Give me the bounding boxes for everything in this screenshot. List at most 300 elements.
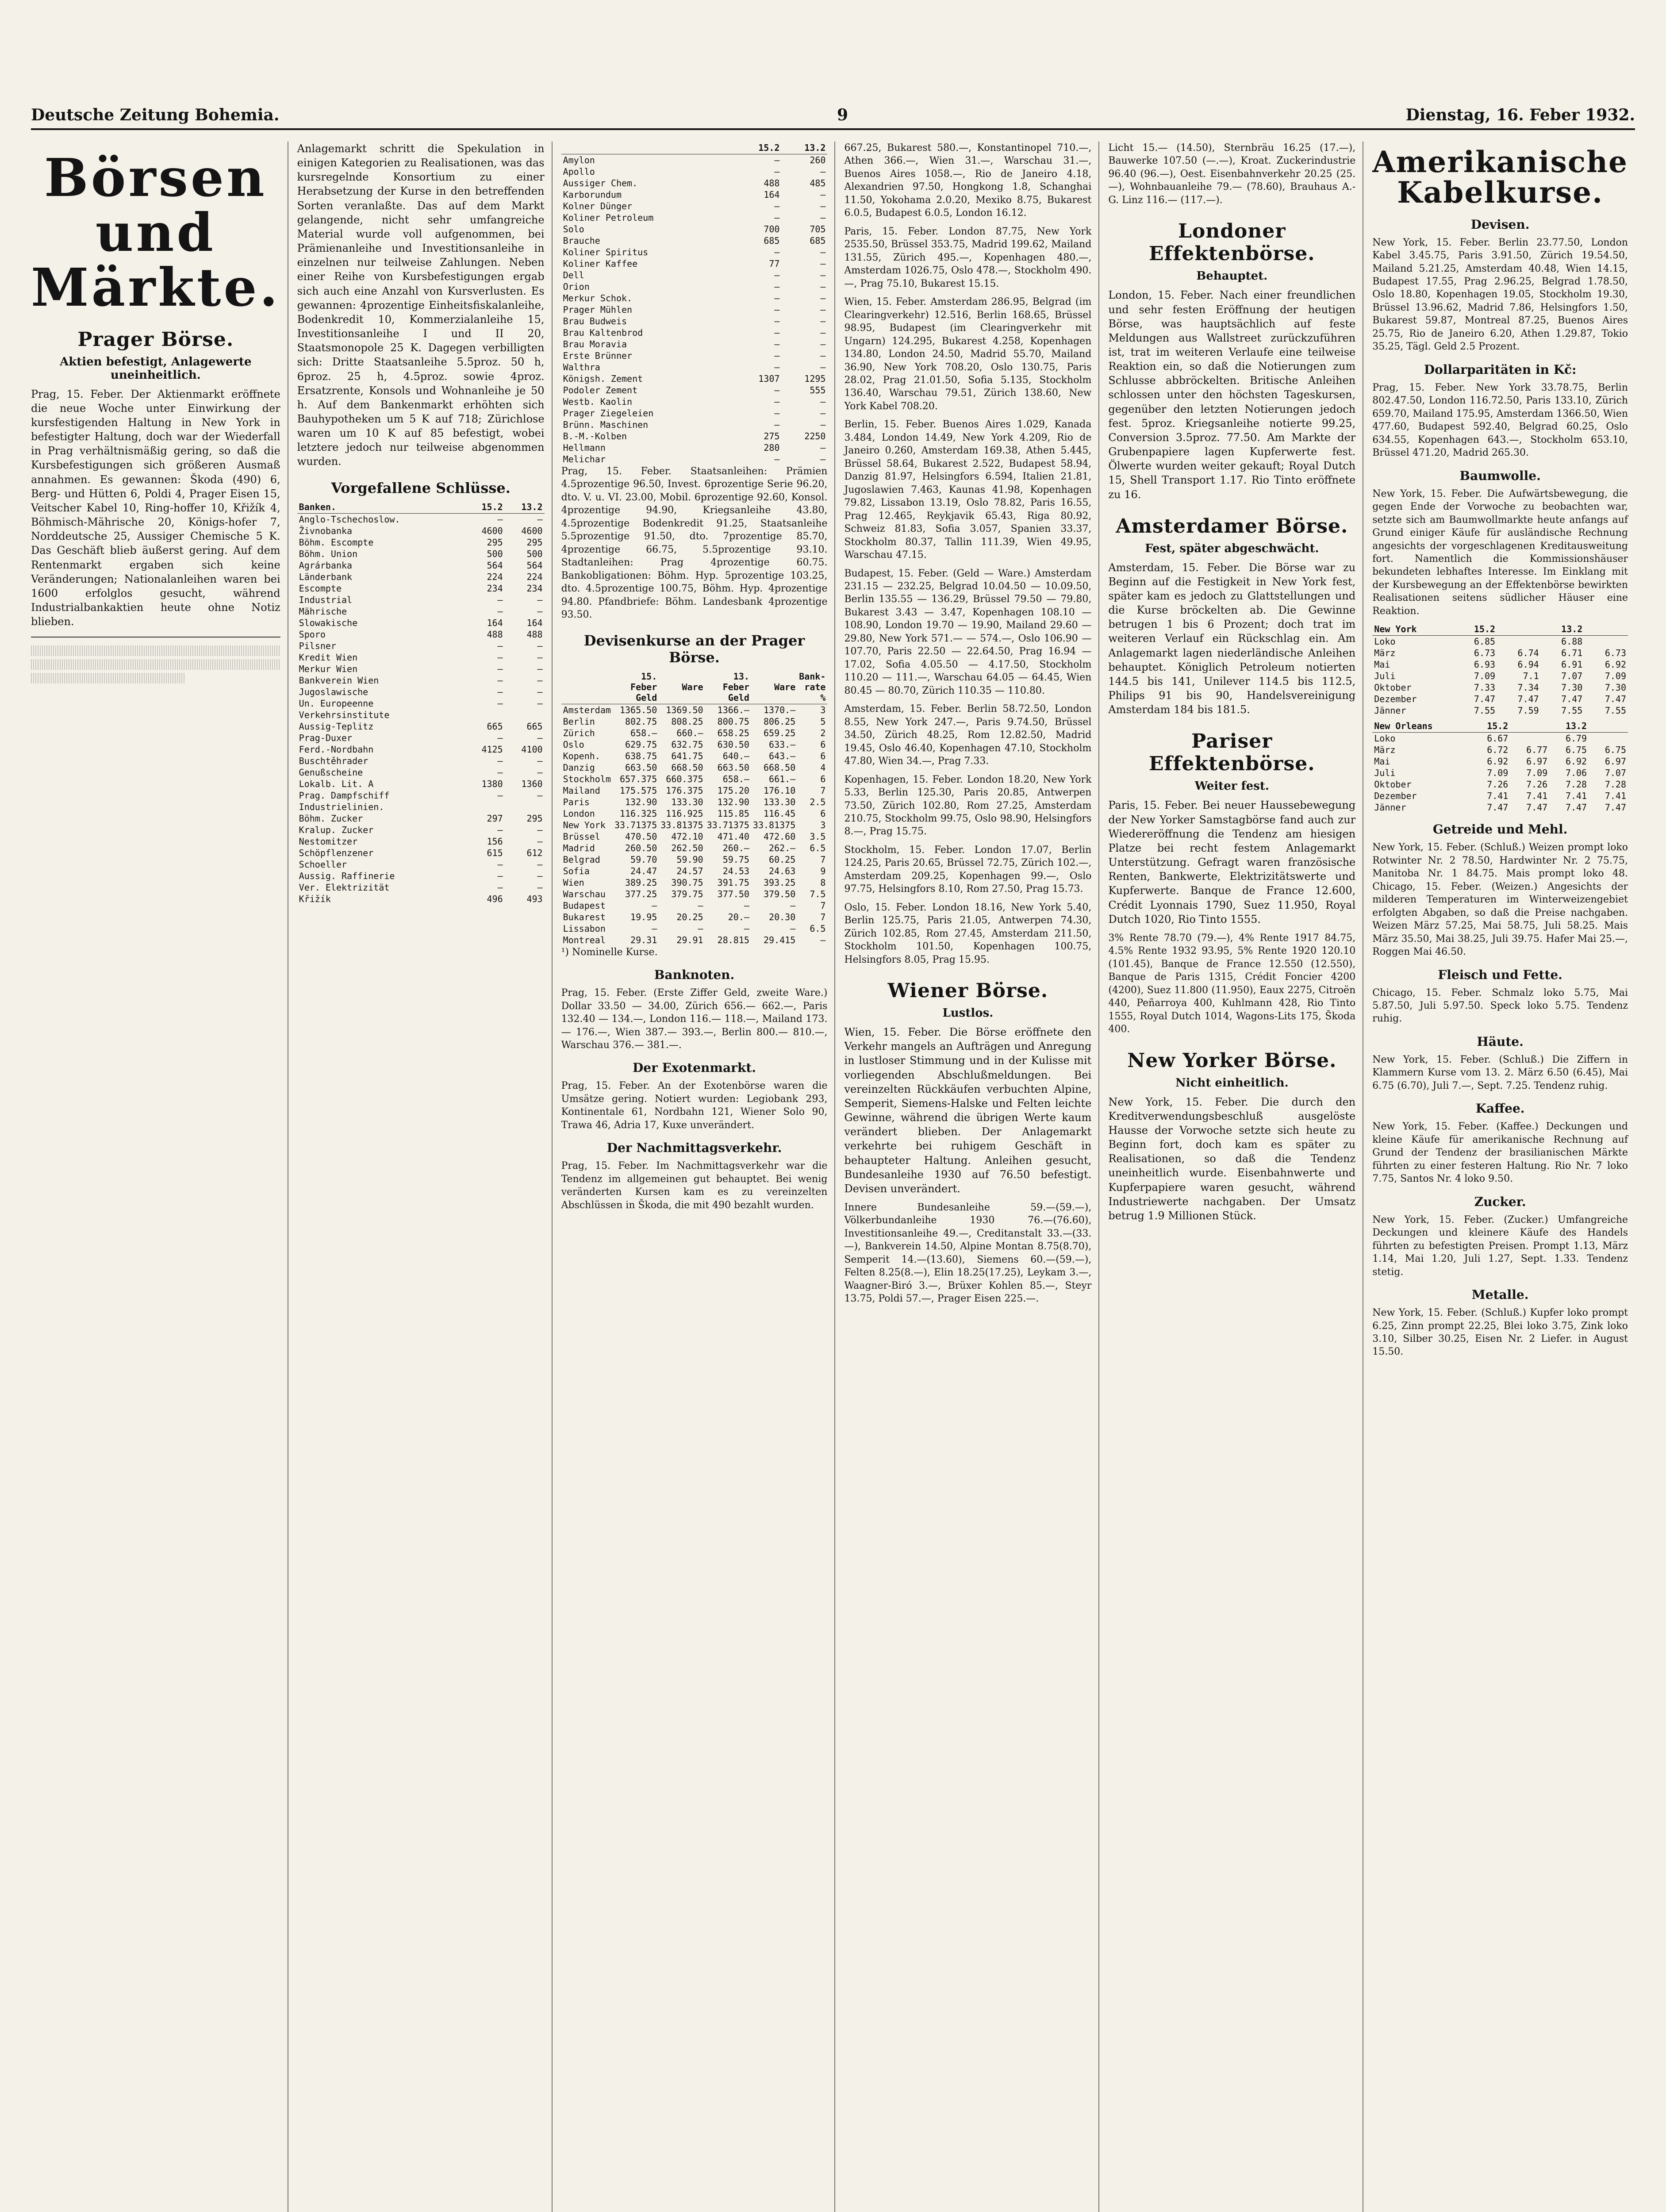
fx-cell: 660.375 (666, 773, 703, 784)
closings-left-cell: Pilsner (299, 640, 336, 651)
section-masthead: Börsen und Märkte. (31, 147, 280, 318)
closings-left-cell: 4600 (481, 525, 503, 536)
fx-cell: 260.— (722, 842, 749, 853)
closings-middle-cell: — (774, 327, 780, 338)
fx-row (561, 727, 828, 739)
closings-middle-cell: B.-M.-Kolben (563, 431, 627, 442)
closings-left-row (297, 824, 545, 836)
cotton-no-cell: Loko (1374, 733, 1396, 744)
amsterdam-subtitle: Fest, später abgeschwächt. (1145, 541, 1319, 555)
fx-cell: 658.— (722, 773, 749, 784)
fx-cell: Paris (563, 796, 590, 807)
closings-middle-cell: — (774, 304, 780, 315)
closings-middle-cell: — (774, 362, 780, 373)
fx-cell: 389.25 (625, 877, 657, 888)
fx-cell: Zürich (563, 727, 595, 738)
cotton-ny-header-cell: 13.2 (1541, 623, 1585, 636)
closings-middle-cell: Brau Budweis (563, 316, 627, 326)
cotton-ny-cell: 7.30 (1605, 682, 1627, 693)
closings-middle-cell: Apollo (563, 166, 595, 177)
closings-middle-cell: Brau Kaltenbrod (563, 327, 643, 338)
fx-cell: Belgrad (563, 854, 600, 865)
column-1 (31, 142, 288, 2212)
closings-left-row (297, 721, 545, 732)
closings-middle-cell: — (820, 316, 826, 326)
fx-cell: 643.— (769, 750, 796, 761)
closings-middle-row (561, 327, 828, 338)
fx-cell: 24.47 (630, 865, 657, 876)
closings-left-row (297, 778, 545, 790)
closings-left-cell: Prag-Duxer (299, 732, 353, 743)
fx-cell: Wien (563, 877, 584, 888)
cotton-no-header-cell (1510, 720, 1549, 733)
closings-left-row (297, 629, 545, 640)
fx-report-paris: Paris, 15. Feber. London 87.75, New York 2535.50, Brüssel 353.75, Madrid 199.62, Mailand 131.55, Zürich 495.—, Kopenhagen 480.—, Amsterdam 1026.75, Oslo 478.—, Stockholm 490.—, Prag 75.10, Bukarest 15.15. (844, 226, 1092, 289)
closings-left-cell: Merkur Wien (299, 663, 358, 674)
closings-middle-cell: — (820, 212, 826, 223)
fx-cell: 175.20 (717, 785, 749, 796)
cotton-no-cell: 7.09 (1526, 768, 1548, 779)
closings-middle-cell: 555 (810, 385, 826, 396)
closings-middle-cell: — (820, 270, 826, 280)
closings-middle-cell: Podoler Zement (563, 385, 638, 396)
closings-left-cell: Verkehrsinstitute (299, 709, 390, 720)
closings-middle-cell: — (820, 258, 826, 269)
cotton-no-cell: 7.07 (1605, 768, 1627, 779)
print-line (31, 659, 280, 670)
fx-cell: 8 (820, 877, 826, 888)
fx-cell: Mailand (563, 785, 600, 796)
fx-cell: 638.75 (625, 750, 657, 761)
closings-left-cell: — (497, 790, 503, 801)
closings-left-cell: — (537, 514, 543, 525)
closings-middle-row (561, 189, 828, 200)
fx-cell: 133.30 (671, 796, 703, 807)
cotton-ny-cell: 6.92 (1605, 659, 1627, 670)
cotton-ny-cell: 7.47 (1561, 694, 1583, 705)
closings-left-cell: — (537, 606, 543, 617)
closings-left-cell: 665 (487, 721, 503, 732)
fx-cell: London (563, 808, 595, 819)
closings-left-cell: — (497, 686, 503, 697)
closings-left-cell: — (537, 640, 543, 651)
closings-left-row (297, 859, 545, 870)
cotton-no-header-cell: 15.2 (1470, 720, 1510, 733)
cotton-ny-cell: Oktober (1374, 682, 1412, 693)
closings-left-cell: Sporo (299, 629, 326, 640)
column-4 (844, 142, 1099, 2212)
closings-left-header-cell: Banken. (297, 501, 465, 514)
fx-cell: 668.50 (764, 762, 796, 773)
closings-left-cell: 295 (526, 813, 543, 824)
columns (31, 142, 1635, 2212)
cotton-ny-row (1372, 647, 1628, 659)
fx-report-wien: Wien, 15. Feber. Amsterdam 286.95, Belgrad (im Clearingverkehr) 12.516, Berlin 168.65, Brüssel 98.95, Budapest (im Clearingverkehr mit Ungarn) 124.295, Bukarest 4.258, Kopenhagen 134.80, London 24.50, Madrid 55.70, Mailand 36.90, New York 708.20, Oslo 130.75, Paris 28.02, Prag 21.01.50, Sofia 5.135, Stockholm 136.40, Warschau 79.51, Zürich 138.60, New York Kabel 708.20. (844, 296, 1092, 412)
metals-title: Metalle. (1471, 1287, 1529, 1302)
cotton-ny-row (1372, 682, 1628, 693)
closings-middle-cell: — (774, 155, 780, 165)
fx-cell: 6.5 (810, 842, 826, 853)
fx-cell: Brüssel (563, 831, 600, 842)
hides-report: New York, 15. Feber. (Schluß.) Die Ziffern in Klammern Kurse vom 13. 2. März 6.50 (6.45), Mai 6.75 (6.70), Juli 7.—, Sept. 7.25. Tendenz ruhig. (1372, 1054, 1628, 1091)
fx-row (561, 900, 828, 911)
column-3 (561, 142, 836, 2212)
closings-left-cell: 500 (487, 548, 503, 559)
closings-left-cell: — (497, 824, 503, 835)
closings-middle-cell: — (774, 293, 780, 303)
closings-middle-cell: 77 (769, 258, 780, 269)
closings-left-row (297, 525, 545, 537)
fx-cell: New York (563, 819, 606, 830)
closings-middle-cell: — (820, 350, 826, 361)
closings-table-left (297, 501, 545, 905)
closings-middle-cell: Kolner Dünger (563, 201, 633, 211)
fx-row (561, 773, 828, 785)
closings-middle-cell: 700 (764, 224, 780, 234)
closings-left-cell: Böhm. Zucker (299, 813, 363, 824)
cotton-no-cell: Oktober (1374, 779, 1412, 790)
fx-report-berlin: Berlin, 15. Feber. Buenos Aires 1.029, Kanada 3.484, London 14.49, New York 4.209, Rio de Janeiro 0.260, Amsterdam 169.38, Athen 5.445, Brüssel 58.64, Bukarest 2.522, Budapest 58.94, Danzig 81.97, Helsingfors 6.594, Italien 21.81, Jugoslawien 7.463, Kaunas 41.98, Kopenhagen 79.82, Lissabon 13.19, Oslo 78.82, Paris 16.55, Prag 12.465, Reykjavik 65.43, Riga 80.92, Schweiz 81.83, Sofia 3.057, Spanien 33.37, Stockholm 80.37, Tallin 111.39, Wien 49.95, Warschau 47.15. (844, 419, 1092, 561)
closings-left-cell: Un. Europeenne (299, 698, 374, 709)
fx-cell: 641.75 (671, 750, 703, 761)
fx-title: Devisenkurse an der Prager Börse. (583, 632, 805, 666)
fx-cell: Berlin (563, 716, 595, 727)
closings-middle-row (561, 304, 828, 315)
cotton-no-cell: 7.26 (1487, 779, 1509, 790)
closings-left-cell: Escompte (299, 583, 342, 594)
closings-left-row (297, 709, 545, 721)
closings-left-row (297, 836, 545, 847)
closings-middle-cell: Koliner Petroleum (563, 212, 654, 223)
cotton-no-cell: Jänner (1374, 802, 1406, 813)
cotton-ny-cell: 7.59 (1517, 705, 1539, 716)
fx-cell: 7 (820, 900, 826, 911)
closings-middle-cell: — (774, 339, 780, 349)
closings-left-cell: — (497, 640, 503, 651)
closings-middle-cell: — (820, 408, 826, 419)
cotton-no-cell: 6.67 (1487, 733, 1509, 744)
fx-cell: 262.50 (671, 842, 703, 853)
fx-cell: 3 (820, 704, 826, 715)
fx-cell: 1369.50 (666, 704, 703, 715)
fx-cell: 471.40 (717, 831, 749, 842)
closings-title: Vorgefallene Schlüsse. (331, 479, 511, 496)
fx-cell: 4 (820, 762, 826, 773)
fx-cell: 800.75 (717, 716, 749, 727)
cotton-ny-cell: 6.85 (1474, 636, 1496, 647)
fx-cell: 116.45 (764, 808, 796, 819)
closings-left-row (297, 686, 545, 698)
fx-report-budapest: Budapest, 15. Feber. (Geld — Ware.) Amsterdam 231.15 — 232.25, Belgrad 10.04.50 — 10.09.50, Berlin 135.55 — 136.29, Brüssel 79.50 — 79.80, Bukarest 3.43 — 3.47, Kopenhagen 108.10 — 108.90, London 19.70 — 19.90, Mailand 29.60 — 29.80, New York 571.— — 574.—, Oslo 106.90 — 107.70, Paris 22.50 — 22.64.50, Prag 16.94 — 17.02, Sofia 4.05.50 — 4.17.50, Stockholm 110.20 — 111.—, Warschau 64.05 — 64.45, Wien 80.45 — 80.70, Zürich 110.35 — 110.80. (844, 568, 1092, 696)
closings-middle-row (561, 292, 828, 304)
closings-left-cell: Křižík (299, 893, 331, 904)
closings-middle-row (561, 338, 828, 350)
closings-middle-row (561, 419, 828, 430)
fx-cell: 29.91 (676, 934, 703, 945)
fx-cell: — (790, 900, 796, 911)
closings-middle-cell: — (774, 247, 780, 257)
cotton-no-header-cell: 13.2 (1549, 720, 1589, 733)
fx-cell: 379.75 (671, 888, 703, 899)
cotton-no-cell (1589, 733, 1628, 745)
closings-left-cell: Anglo-Tschechoslow. (299, 514, 400, 525)
state-loans-report: Prag, 15. Feber. Staatsanleihen: Prämien 4.5prozentige 96.50, Invest. 6prozentige Serie 96.20, dto. V. u. VI. 23.00, Mobil. 6prozentige 92.60, Konsol. 4prozentige 94.90, Kriegsanleihe 43.80, 4.5prozentige Bodenkredit 91.25, Staatsanleihe 5.5prozentige 91.50, dto. 7prozentige 85.70, 4prozentige 66.75, 5.5prozentige 93.10. Stadtanleihen: Prag 4prozentige 60.75. Bankobligationen: Böhm. Hyp. 5prozentige 103.25, dto. 4.5prozentige 100.75, Böhm. Hyp. 4prozentige 94.80. Pfandbriefe: Böhm. Landesbank 4prozentige 93.50. (561, 466, 828, 621)
fx-cell: 24.57 (676, 865, 703, 876)
closings-middle-cell: Solo (563, 224, 584, 234)
fx-cell: 175.575 (619, 785, 657, 796)
closings-left-cell: — (537, 698, 543, 709)
fx-cell: 379.50 (764, 888, 796, 899)
amsterdam-title: Amsterdamer Börse. (1116, 515, 1348, 538)
fx-row (561, 808, 828, 819)
closings-left-row (297, 813, 545, 824)
closings-middle-header-cell: 13.2 (781, 142, 827, 154)
american-cables-masthead: Amerikanische Kabelkurse. (1372, 145, 1628, 210)
fx-cell: 59.75 (722, 854, 749, 865)
exotic-report: Prag, 15. Feber. An der Exotenbörse waren die Umsätze gering. Notiert wurden: Legiobank 293, Kontinentale 61, Nordbahn 121, Wiener Solo 90, Trawa 46, Adria 17, Kuxe unverändert. (561, 1080, 828, 1131)
fx-cell: 176.375 (666, 785, 703, 796)
closings-left-cell: Jugoslawische (299, 686, 369, 697)
fx-cell: — (698, 923, 703, 934)
fx-cell: Madrid (563, 842, 595, 853)
closings-left-cell (465, 709, 505, 721)
wien-report: Wien, 15. Feber. Die Börse eröffnete den Verkehr mangels an Aufträgen und Anregung in lustloser Stimmung und in der Kulisse mit vorliegenden Abschlußmeldungen. Bei vereinzelten Rückkäufen verbuchten Alpine, Semperit, Siemens-Halske und Felten leichte Gewinne, während die übrigen Werte kaum verändert blieben. Der Anlagemarkt verkehrte bei ruhigem Geschäft in behaupteter Haltung. Anleihen gesucht, Bundesanleihe 1930 auf 76.50 befestigt. Devisen unverändert. (844, 1026, 1092, 1195)
prague-title: Prager Börse. (77, 328, 234, 351)
closings-left-cell: Agrárbanka (299, 560, 353, 571)
closings-left-cell: — (497, 652, 503, 663)
closings-left-row (297, 675, 545, 686)
fx-cell: — (744, 900, 749, 911)
fx-cell: 2.5 (810, 796, 826, 807)
closings-left-cell: Slowakische (299, 617, 358, 628)
cotton-no-row (1372, 779, 1628, 790)
cotton-ny-header-cell (1584, 623, 1628, 636)
closings-left-cell: 4600 (521, 525, 543, 536)
closings-middle-row (561, 177, 828, 189)
closings-middle-row (561, 246, 828, 258)
closings-middle-row (561, 200, 828, 212)
closings-left-cell: — (497, 732, 503, 743)
closings-middle-cell: Walthra (563, 362, 600, 373)
cotton-no-cell: 7.41 (1487, 791, 1509, 802)
closings-left-row (297, 801, 545, 813)
closings-middle-cell: — (820, 189, 826, 200)
fx-cell: Sofia (563, 865, 590, 876)
cotton-ny-cell: Jänner (1374, 705, 1406, 716)
fx-cell: 33.81375 (660, 819, 703, 830)
cotton-no-cell: 7.41 (1605, 791, 1627, 802)
cotton-ny-header-cell: 15.2 (1453, 623, 1497, 636)
closings-left-row (297, 571, 545, 583)
closings-middle-cell: Prager Ziegeleien (563, 408, 654, 419)
closings-left-cell: Nestomitzer (299, 836, 358, 847)
fx-cell: 176.10 (764, 785, 796, 796)
closings-left-cell: — (497, 606, 503, 617)
column-2 (297, 142, 553, 2212)
cotton-no-cell: 6.79 (1565, 733, 1587, 744)
closings-middle-cell: 1307 (758, 373, 780, 384)
hides-title: Häute. (1477, 1034, 1524, 1049)
closings-left-cell (505, 801, 545, 813)
closings-left-row (297, 583, 545, 594)
closings-middle-cell: Hellmann (563, 442, 606, 453)
closings-left-cell: Prag. Dampfschiff (299, 790, 390, 801)
fx-row (561, 819, 828, 831)
closings-middle-row (561, 453, 828, 465)
cotton-table-neworleans (1372, 720, 1628, 813)
london-subtitle: Behauptet. (1196, 269, 1268, 283)
print-line (31, 645, 280, 656)
cotton-no-header-cell (1589, 720, 1628, 733)
fx-cell: Warschau (563, 888, 606, 899)
closings-left-cell: Lokalb. Lit. A (299, 778, 374, 789)
closings-left-row (297, 594, 545, 606)
closings-left-cell: 488 (526, 629, 543, 640)
devisen-title: Devisen. (1470, 217, 1530, 232)
cotton-ny-cell: 7.47 (1517, 694, 1539, 705)
fx-cell: 9 (820, 865, 826, 876)
closings-middle-cell: Brünn. Maschinen (563, 419, 649, 430)
fx-cell: Kopenh. (563, 750, 600, 761)
fx-cell: — (652, 923, 657, 934)
cotton-ny-cell: Loko (1374, 636, 1396, 647)
closings-left-cell: — (497, 859, 503, 870)
cotton-ny-row (1372, 705, 1628, 716)
fx-row (561, 854, 828, 865)
closings-middle-cell: — (820, 362, 826, 373)
fx-cell: Amsterdam (563, 704, 611, 715)
issue-date: Dienstag, 16. Feber 1932. (1405, 106, 1635, 124)
closings-left-cell: Živnobanka (299, 525, 353, 536)
closings-left-cell: 615 (487, 847, 503, 858)
closings-left-row (297, 652, 545, 663)
cotton-no-cell (1510, 733, 1549, 745)
closings-middle-row (561, 315, 828, 327)
closings-middle-cell: — (820, 327, 826, 338)
fx-header-cell: 13. Feber Geld (705, 670, 751, 704)
closings-middle-cell: — (820, 396, 826, 407)
cotton-no-cell: 7.47 (1487, 802, 1509, 813)
closings-middle-cell: — (820, 247, 826, 257)
closings-middle-cell: — (820, 166, 826, 177)
closings-left-cell: — (537, 859, 543, 870)
closings-middle-cell: — (774, 212, 780, 223)
closings-left-row (297, 560, 545, 571)
closings-middle-cell: 2250 (804, 431, 826, 442)
closings-left-cell (465, 801, 505, 813)
fx-row (561, 739, 828, 750)
closings-left-cell: — (497, 675, 503, 686)
fx-cell: 6 (820, 750, 826, 761)
closings-middle-cell: Westb. Kaolin (563, 396, 633, 407)
closings-middle-row (561, 373, 828, 384)
closings-left-cell: — (497, 755, 503, 766)
cotton-ny-cell: 7.55 (1474, 705, 1496, 716)
cotton-no-row (1372, 790, 1628, 802)
closings-left-row (297, 640, 545, 652)
closings-left-cell: Aussig. Raffinerie (299, 870, 395, 881)
cotton-no-cell: 7.09 (1487, 768, 1509, 779)
fx-row (561, 785, 828, 796)
fx-cell: 658.25 (717, 727, 749, 738)
fx-row (561, 911, 828, 923)
closings-middle-cell: — (820, 442, 826, 453)
closings-left-cell: — (537, 870, 543, 881)
closings-middle-header-cell (561, 142, 736, 154)
closings-middle-cell: — (774, 350, 780, 361)
fx-cell: 3.5 (810, 831, 826, 842)
closings-left-cell: Genußscheine (299, 767, 363, 778)
devisen-report: New York, 15. Feber. Berlin 23.77.50, London Kabel 3.45.75, Paris 3.91.50, Zürich 19.54.50, Mailand 5.21.25, Amsterdam 40.48, Wien 14.15, Budapest 17.55, Prag 2.96.25, Belgrad 1.78.50, Oslo 18.80, Kopenhagen 19.05, Stockholm 19.30, Brüssel 13.96.62, Madrid 7.86, Helsingfors 1.50, Bukarest 59.87, Montreal 87.25, Buenos Aires 25.75, Rio de Janeiro 6.20, Athen 1.29.87, Tokio 35.25, Tägl. Geld 2.5 Prozent. (1372, 237, 1628, 353)
fx-cell: 33.71375 (614, 819, 657, 830)
cotton-ny-cell: 7.09 (1605, 671, 1627, 682)
cotton-ny-header-cell (1497, 623, 1541, 636)
fx-cell: 116.325 (619, 808, 657, 819)
fx-cell: 808.25 (671, 716, 703, 727)
closings-left-cell (505, 709, 545, 721)
prague-report: Prag, 15. Feber. Der Aktienmarkt eröffnete die neue Woche unter Einwirkung der kursfestigenden Haltung in New York in befestigter Haltung, doch war der Wiederfall in Prag verhältnismäßig gering, so daß die Kursbefestigungen sich größeren Ausmaß annahmen. Es gewannen: Škoda (490) 6, Berg- und Hütten 6, Poldi 4, Prager Eisen 15, Veitscher Kabel 10, Ring-hoffer 10, Křižík 4, Böhmisch-Mährische 20, Königs-hofer 7, Norddeutsche 25, Aussiger Chemische 5 K. Das Geschäft blieb äußerst gering. Auf dem Rentenmarkt ergaben sich keine Veränderungen; Nationalanleihen waren bei 1600 erfolglos gesucht, während Industrialbankaktien heute ohne Notiz blieben. (31, 388, 280, 628)
closings-left-cell: Mährische (299, 606, 347, 617)
grain-title: Getreide und Mehl. (1432, 822, 1568, 837)
closings-left-cell: 564 (526, 560, 543, 571)
cotton-ny-row (1372, 693, 1628, 705)
closings-middle-row (561, 361, 828, 373)
paris-subtitle: Weiter fest. (1194, 780, 1269, 793)
cotton-no-cell: 7.28 (1605, 779, 1627, 790)
fx-header-cell: Bank-rate % (797, 670, 827, 704)
coffee-report: New York, 15. Feber. (Kaffee.) Deckungen und kleine Käufe für amerikanische Rechnung auf Grund der Tendenz der brasilianischen Märkte führten zu einer festeren Haltung. Rio Nr. 7 loko 7.75, Santos Nr. 4 loko 9.50. (1372, 1121, 1628, 1185)
fx-row (561, 704, 828, 716)
fx-cell: 24.53 (722, 865, 749, 876)
paris-list: 3% Rente 78.70 (79.—), 4% Rente 1917 84.75, 4.5% Rente 1932 93.95, 5% Rente 1920 120.10 (101.45), Banque de France 12.550 (12.550), Banque de Paris 1315, Crédit Foncier 4200 (4200), Suez 11.800 (11.950), Eaux 2275, Citroën 440, Peñarroya 400, Kuhlmann 428, Rio Tinto 1555, Royal Dutch 1014, Wagons-Lits 175, Škoda 400. (1108, 932, 1356, 1035)
closings-middle-cell: 1295 (804, 373, 826, 384)
wien-title: Wiener Börse. (887, 979, 1048, 1002)
closings-middle-cell: 260 (810, 155, 826, 165)
fx-row (561, 888, 828, 900)
closings-left-cell: 612 (526, 847, 543, 858)
fx-report-kopenhagen: Kopenhagen, 15. Feber. London 18.20, New York 5.33, Berlin 125.30, Paris 20.85, Antwerpen 73.50, Zürich 102.80, Rom 27.25, Amsterdam 210.75, Stockholm 99.75, Oslo 98.90, Helsingfors 8.—, Prag 15.75. (844, 774, 1092, 837)
cotton-no-row (1372, 802, 1628, 813)
fx-cell: 377.50 (717, 888, 749, 899)
closings-left-row (297, 698, 545, 709)
cotton-no-cell: 7.47 (1565, 802, 1587, 813)
closings-left-cell: — (537, 732, 543, 743)
closings-left-cell: Buschtěhrader (299, 755, 369, 766)
fx-cell: 20.25 (676, 911, 703, 922)
closings-left-cell: — (537, 675, 543, 686)
fx-cell: 659.25 (764, 727, 796, 738)
fx-cell: — (698, 900, 703, 911)
cotton-ny-cell: Mai (1374, 659, 1390, 670)
wien-list: Innere Bundesanleihe 59.—(59.—), Völkerbundanleihe 1930 76.—(76.60), Investitionsanleihe 49.—, Creditanstalt 33.—(33.—), Bankverein 14.50, Alpine Montan 8.75(8.70), Semperit 14.—(13.60), Siemens 60.—(59.—), Felten 8.25(8.—), Elin 18.25(17.25), Leykam 3.—, Waagner-Biró 3.—, Brüxer Kohlen 85.—, Steyr 13.75, Poldi 57.—, Prager Eisen 225.—. (844, 1202, 1092, 1305)
fx-cell: 132.90 (625, 796, 657, 807)
closings-middle-cell: Brau Moravia (563, 339, 627, 349)
fx-cell: Danzig (563, 762, 595, 773)
closings-middle-cell: — (774, 201, 780, 211)
fx-cell: 33.81375 (752, 819, 796, 830)
closings-left-row (297, 548, 545, 560)
cotton-ny-cell: 7.1 (1523, 671, 1539, 682)
fx-cell: 6 (820, 739, 826, 750)
closings-middle-cell: — (774, 166, 780, 177)
fx-cell: 632.75 (671, 739, 703, 750)
paper-name: Deutsche Zeitung Bohemia. (31, 106, 280, 124)
fx-cell: 24.63 (769, 865, 796, 876)
closings-left-row (297, 755, 545, 767)
fx-cell: 1365.50 (619, 704, 657, 715)
closings-left-cell: — (537, 790, 543, 801)
fx-cell: 7 (820, 854, 826, 865)
